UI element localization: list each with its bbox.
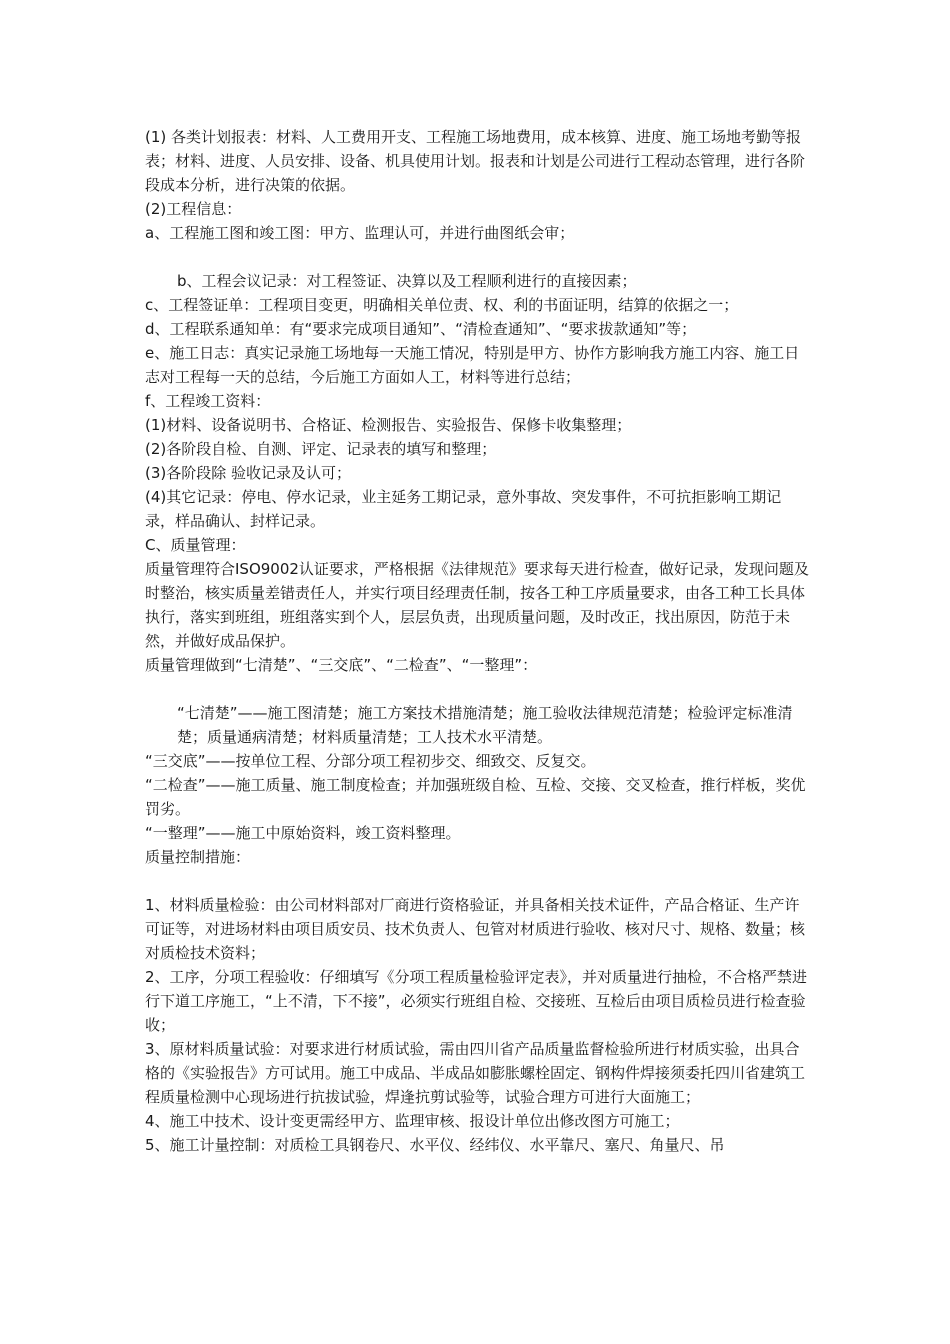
paragraph-project-info-heading: (2)工程信息： [145,200,242,218]
paragraph-two-inspections: “二检查”——施工质量、施工制度检查；并加强班级自检、互检、交接、交叉检查，推行样板，奖优罚劣。 [145,776,806,818]
paragraph-item-d: d、工程联系通知单：有“要求完成项目通知”、“清检查通知”、“要求拔款通知”等； [145,320,697,338]
paragraph-item-e: e、施工日志：真实记录施工场地每一天施工情况，特别是甲方、协作方影响我方施工内容、施工日志对工程每一天的总结，今后施工方面如人工，材料等进行总结； [145,344,800,386]
paragraph-control-1: 1、材料质量检验：由公司材料部对厂商进行资格验证，并具备相关技术证件，产品合格证、生产许可证等，对进场材料由项目质安员、技术负责人、包管对材质进行验收、核对尺寸、规格、数量；核对质检技术资料； [145,896,806,962]
paragraph-one-arrangement: “一整理”——施工中原始资料，竣工资料整理。 [145,824,461,842]
paragraph-plan-reports: (1) 各类计划报表：材料、人工费用开支、工程施工场地费用，成本核算、进度、施工场地考勤等报表；材料、进度、人员安排、设备、机具使用计划。报表和计划是公司进行工程动态管理，进行各阶段成本分析，进行决策的依据。 [145,128,806,194]
paragraph-f-4: (4)其它记录：停电、停水记录，业主延务工期记录，意外事故、突发事件，不可抗拒影响工期记录，样品确认、封样记录。 [145,488,782,530]
paragraph-control-5: 5、施工计量控制：对质检工具钢卷尺、水平仪、经纬仪、水平靠尺、塞尺、角量尺、吊 [145,1136,725,1154]
paragraph-f-2: (2)各阶段自检、自测、评定、记录表的填写和整理； [145,440,497,458]
paragraph-three-briefings: “三交底”——按单位工程、分部分项工程初步交、细致交、反复交。 [145,752,596,770]
paragraph-quality-principles: 质量管理做到“七清楚”、“三交底”、“二检查”、“一整理”： [145,656,538,674]
document-body [145,125,810,1157]
paragraph-control-4: 4、施工中技术、设计变更需经甲方、监理审核、报设计单位出修改图方可施工； [145,1112,680,1130]
paragraph-quality-heading: C、质量管理： [145,536,246,554]
paragraph-f-3: (3)各阶段除 验收记录及认可； [145,464,352,482]
paragraph-item-b: b、工程会议记录：对工程签证、决算以及工程顺利进行的直接因素； [177,272,637,290]
paragraph-item-c: c、工程签证单：工程项目变更，明确相关单位责、权、利的书面证明，结算的依据之一； [145,296,739,314]
paragraph-item-a: a、工程施工图和竣工图：甲方、监理认可，并进行曲图纸会审； [145,224,575,242]
paragraph-seven-clear: “七清楚”——施工图清楚；施工方案技术措施清楚；施工验收法律规范清楚；检验评定标准清楚；质量通病清楚；材料质量清楚；工人技术水平清楚。 [177,704,793,746]
paragraph-quality-body: 质量管理符合ISO9002认证要求，严格根据《法律规范》要求每天进行检查，做好记录，发现问题及时整治，核实质量差错责任人，并实行项目经理责任制，按各工种工序质量要求，由各工种工长具体执行，落实到班组，班组落实到个人，层层负责，出现质量问题，及时改正，找出原因，防范于未然，并做好成品保护。 [145,560,809,650]
paragraph-item-f: f、工程竣工资料： [145,392,271,410]
paragraph-control-3: 3、原材料质量试验：对要求进行材质试验，需由四川省产品质量监督检验所进行材质实验，出具合格的《实验报告》方可试用。施工中成品、半成品如膨胀螺栓固定、钢构件焊接须委托四川省建筑工程质量检测中心现场进行抗拔试验，焊逢抗剪试验等，试验合理方可进行大面施工； [145,1040,806,1106]
paragraph-control-heading: 质量控制措施： [145,848,251,866]
paragraph-f-1: (1)材料、设备说明书、合格证、检测报告、实验报告、保修卡收集整理； [145,416,632,434]
paragraph-control-2: 2、工序，分项工程验收：仔细填写《分项工程质量检验评定表》，并对质量进行抽检，不合格严禁进行下道工序施工，“上不清，下不接”，必须实行班组自检、交接班、互检后由项目质检员进行检查验收； [145,968,808,1034]
